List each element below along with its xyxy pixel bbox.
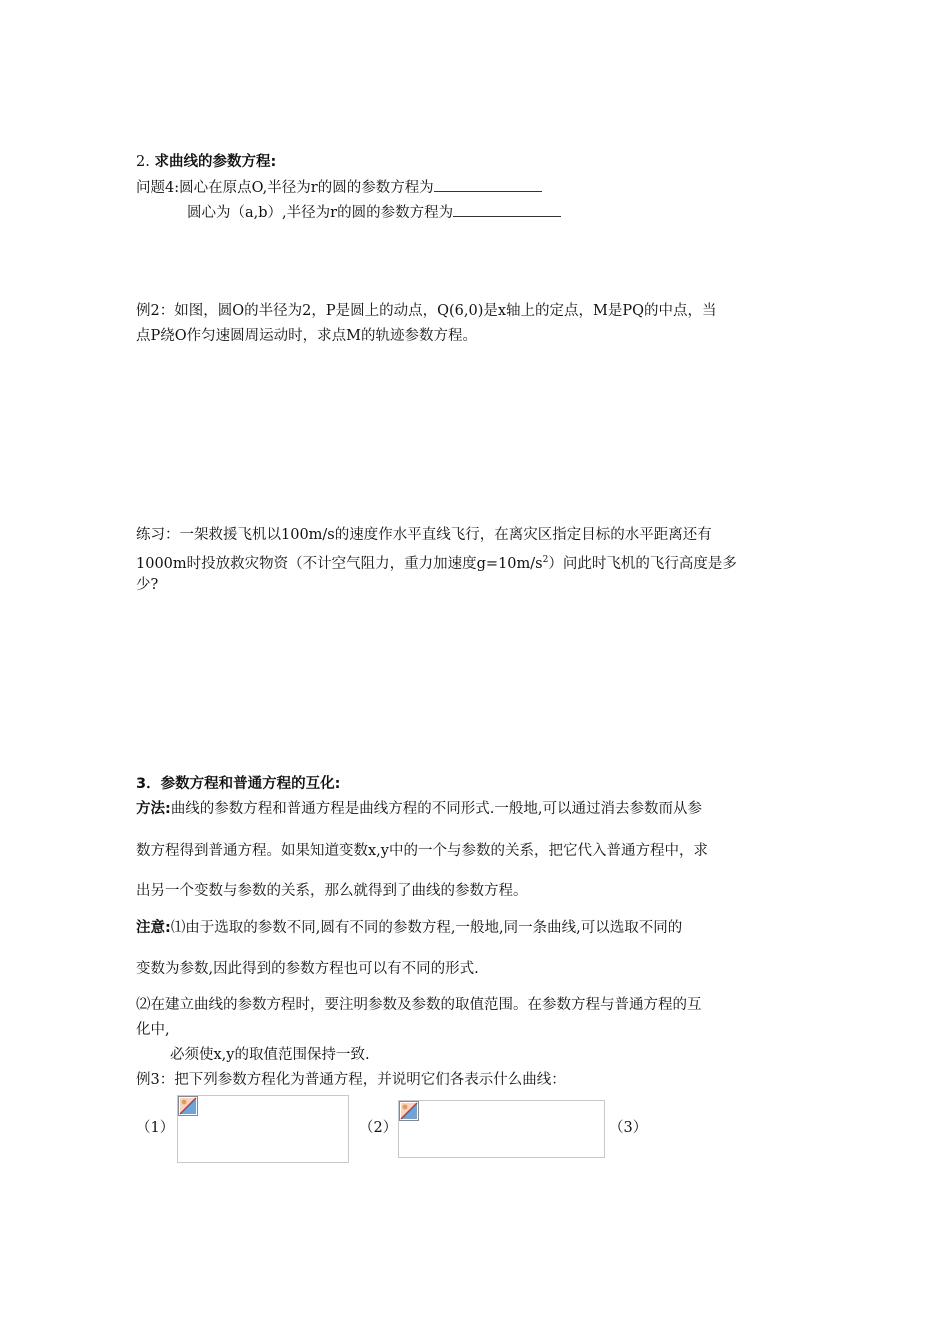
example-3-line: 例3：把下列参数方程化为普通方程，并说明它们各表示什么曲线：: [136, 1072, 566, 1088]
formula-image-1: [177, 1095, 349, 1163]
item-1-label: （1）: [136, 1120, 175, 1136]
method-line-3: 出另一个变数与参数的关系，那么就得到了曲线的参数方程。: [136, 883, 528, 899]
question-4-text-1: 问题4:圆心在原点O,半径为r的圆的参数方程为: [136, 180, 434, 196]
practice-line-2: [136, 550, 737, 574]
practice-line-3: 少?: [136, 577, 159, 593]
broken-image-icon: [399, 1101, 419, 1121]
section-2-number: 2.: [136, 154, 150, 170]
answer-blank-1[interactable]: [434, 177, 542, 192]
practice-superscript: 2: [542, 555, 549, 565]
method-text-1: 曲线的参数方程和普通方程是曲线方程的不同形式.一般地,可以通过消去参数而从参: [170, 801, 703, 817]
method-line-1: [136, 799, 702, 819]
method-line-2: 数方程得到普通方程。如果知道变数x,y中的一个与参数的关系，把它代入普通方程中，求: [136, 843, 708, 859]
question-4-text-2: 圆心为（a,b）,半径为r的圆的参数方程为: [187, 205, 454, 221]
section-2-title: 求曲线的参数方程:: [154, 154, 277, 170]
note-2-line-1: ⑵在建立曲线的参数方程时，要注明参数及参数的取值范围。在参数方程与普通方程的互: [136, 997, 702, 1013]
note-text-1: ⑴由于选取的参数不同,圆有不同的参数方程,一般地,同一条曲线,可以选取不同的: [170, 920, 683, 936]
note-line-2: 变数为参数,因此得到的参数方程也可以有不同的形式.: [136, 961, 479, 977]
practice-line-2-a: 1000m时投放救灾物资（不计空气阻力，重力加速度g=10m/s: [136, 555, 543, 572]
note-label: 注意:: [136, 920, 171, 936]
note-2-line-2: 化中,: [136, 1022, 170, 1038]
item-3-label: （3）: [609, 1120, 648, 1136]
answer-blank-2[interactable]: [453, 202, 561, 217]
method-label: 方法:: [136, 801, 171, 817]
question-4-line-1: [136, 177, 542, 198]
note-2-line-3: 必须使x,y的取值范围保持一致.: [170, 1047, 370, 1063]
section-3-heading: 3．参数方程和普通方程的互化:: [136, 776, 341, 792]
practice-line-1: 练习：一架救援飞机以100m/s的速度作水平直线飞行，在离灾区指定目标的水平距离还有: [136, 527, 712, 543]
practice-line-2-b: ）问此时飞机的飞行高度是多: [548, 555, 737, 572]
broken-image-icon: [178, 1096, 198, 1116]
formula-image-2: [398, 1100, 605, 1158]
question-4-line-2: [187, 202, 561, 223]
example-2-line-1: 例2：如图，圆O的半径为2，P是圆上的动点，Q(6,0)是x轴上的定点，M是PQ的中点，当: [136, 303, 717, 319]
item-2-label: （2）: [359, 1120, 398, 1136]
section-2-heading: [136, 152, 276, 172]
example-2-line-2: 点P绕O作匀速圆周运动时，求点M的轨迹参数方程。: [136, 328, 477, 344]
note-line-1: [136, 918, 682, 938]
